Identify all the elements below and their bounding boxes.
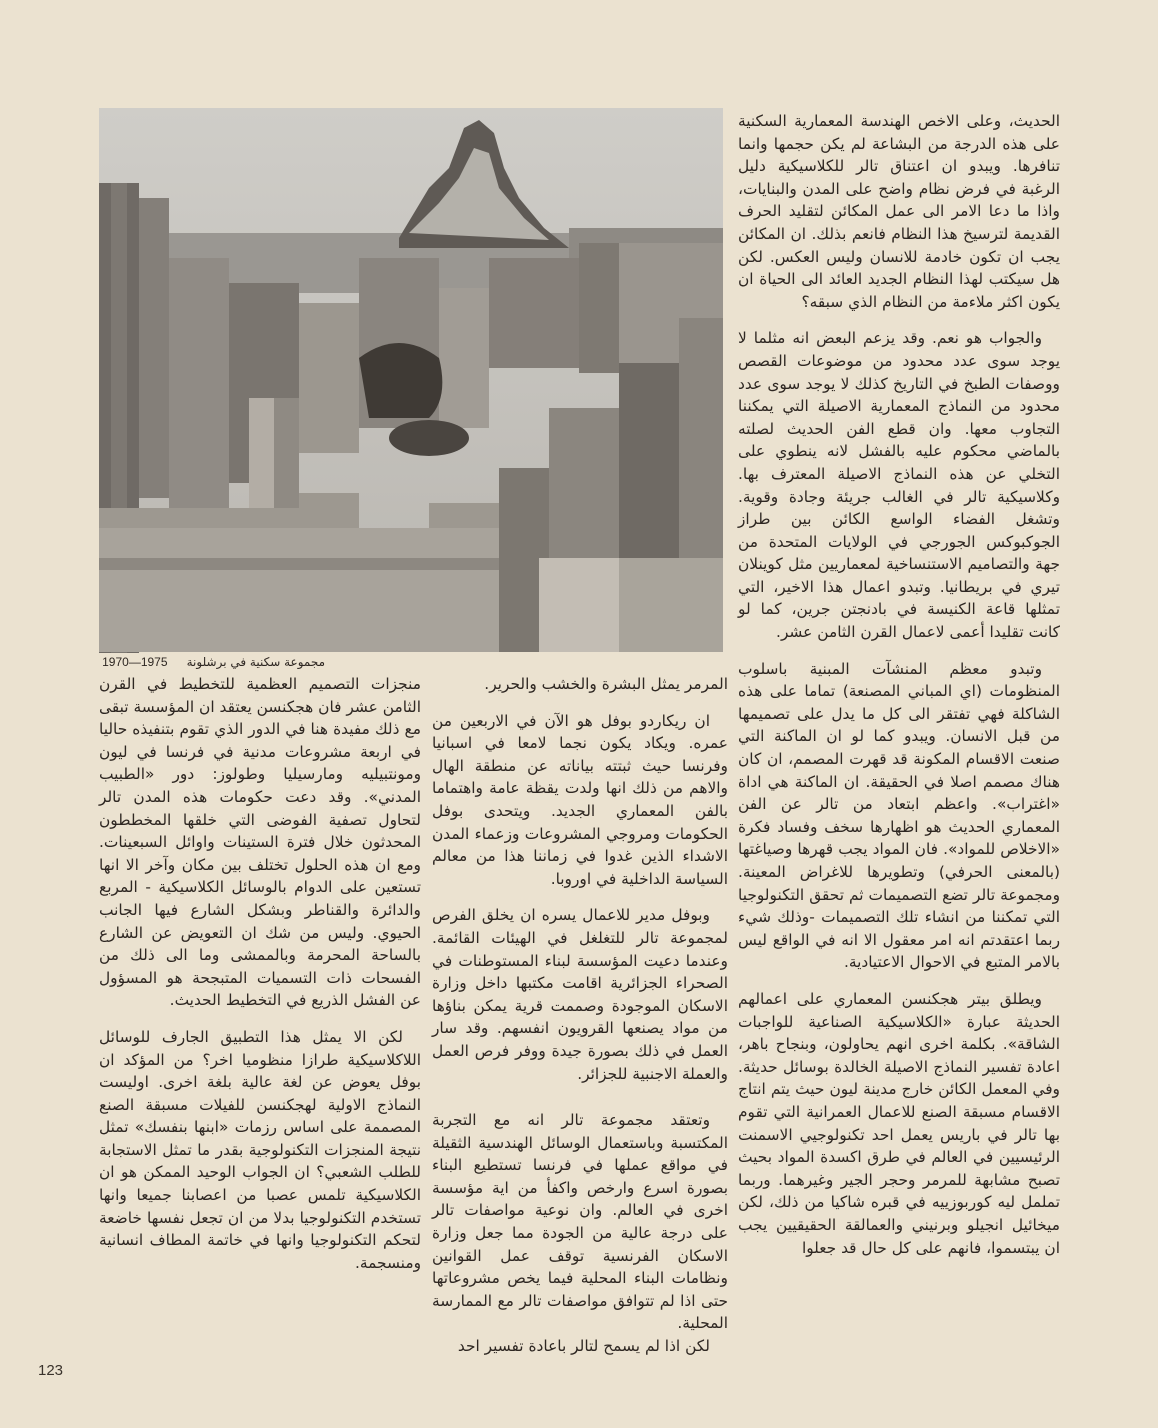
paragraph: المرمر يمثل البشرة والخشب والحرير. [484, 675, 728, 693]
paragraph: لكن اذا لم يسمح لتالر باعادة تفسير احد [457, 1337, 710, 1356]
paragraph: والجواب هو نعم. وقد يزعم البعض انه مثلما لا يوجد سوى عدد محدود من موضوعات القصص ووصفات الطبخ في التاريخ كذلك لا يوجد سوى عدد محدود من النماذج المعمارية الاصيلة التي يمكننا التجاوب معها. وان قطع الفن الحديث لصلته بالماضي محكوم عليه بالفشل لانه ينطوي على التخلي عن هذه النماذج الاصيلة المعترف بها. وكلاسيكية تالر في الغالب جريئة وجادة وقوية. وتشغل الفضاء الواسع الكائن بين طراز الجوكبوكس الجورجي في الولايات المتحدة من جهة والتصاميم الاستنساخية لمعماريين مثل كوينلان تيري في بريطانيا. وتبدو اعمال هذا الاخير، التي تمثلها قاعة الكنيسة في بادنجتن جرين، كما لو كانت تقليدا أعمى لاعمال القرن الثامن عشر. [738, 329, 1060, 642]
page-number: 123 [38, 1362, 64, 1379]
text-column-right [738, 110, 1060, 1315]
photo-barcelona-housing [99, 108, 723, 652]
paragraph: منجزات التصميم العظمية للتخطيط في القرن الثامن عشر فان هجكنسن يعتقد ان المؤسسة تبقى مع ذلك مفيدة هنا في الدور الذي تقوم بتنفيذه حاليا في اربعة مشروعات مدنية في فرنسا في ليون ومونتبيليه ومارسيليا وطولوز: دور «الطبيب المدني». وقد دعت حكومات هذه المدن تالر لتحاول تصفية الفوضى التي خلقها المخططون المحدثون خلال فترة الستينات واوائل السبعينات. ومع ان هذه الحلول تختلف بين مكان وآخر الا انها تستعين على الدوام بالوسائل الكلاسيكية - المربع والدائرة والقناطر وبشكل الشارع فيها الجانب الحيوي. وليس من شك ان التعويض عن الشارع بالساحة المحرمة وبالممشى وما الى ذلك من الفسحات ذات التسميات المتبجحة هو المسؤول عن الفشل الذريع في التخطيط الحديث. [99, 675, 421, 1010]
photo-caption [99, 655, 325, 673]
paragraph: وتعتقد مجموعة تالر انه مع التجربة المكتسبة وباستعمال الوسائل الهندسية الثقيلة في مواقع عملها في فرنسا تستطيع البناء بصورة اسرع وارخص واكفأ من اية مؤسسة اخرى في العالم. وان نوعية مواصفات تالر على درجة عالية من الجودة مما جعل وزارة الاسكان الفرنسية توقف عمل القوانين ونظامات البناء المحلية فيما يخص مشروعاتها حتى اذا لم تتوافق مواصفات تالر مع الممارسة المحلية. [432, 1111, 728, 1333]
paragraph: ان ريكاردو بوفل هو الآن في الاربعين من عمره. ويكاد يكون نجما لامعا في اسبانيا وفرنسا حيث ثبتته بياناته عن منطقة الهال والاهم من ذلك انها ولدت يقظة عامة واهتماما بالفن المعماري الجديد. ويتحدى بوفل الحكومات ومروجي المشروعات وزعماء المدن الاشداء الذين غدوا في زماننا هذا من معالم السياسة الداخلية في اوروبا. [432, 711, 728, 888]
caption-text: مجموعة سكنية في برشلونة [186, 655, 325, 669]
paragraph: الحديث، وعلى الاخص الهندسة المعمارية السكنية على هذه الدرجة من البشاعة لم يكن حجمها وانما تنافرها. ويبدو ان اعتناق تالر للكلاسيكية دليل الرغبة في فرض نظام واضح على المدن والبنايات، واذا ما دعا الامر الى عمل المكائن لتقليد الحرف القديمة لترسيخ هذا النظام فانعم بذلك. ان المكائن يجب ان تكون خادمة للانسان وليس العكس. لكن هل سيكتب لهذا النظام الجديد العائد الى الحياة ان يكون اكثر ملاءمة من النظام الذي سبقه؟ [738, 112, 1060, 311]
caption-dates: 1975—1970 [102, 655, 168, 669]
paragraph: ويطلق بيتر هجكنسن المعماري على اعمالهم الحديثة عبارة «الكلاسيكية الصناعية للواجبات الشاقة». بكلمة اخرى انهم يحاولون، وبنجاح باهر، اعادة تفسير النماذج الاصيلة الخالدة بوسائل حديثة. وفي المعمل الكائن خارج مدينة ليون حيث يتم انتاج الاقسام مسبقة الصنع للاعمال العمرانية التي تقوم بها تالر في باريس يعمل احد تكنولوجيي الاسمنت الرئيسيين في العالم في طرق اكسدة المواد بحيث تصبح مشابهة للمرمر وحجر الجير وغيرهما. وربما تململ ليه كوربوزييه في قبره شاكيا من ذلك، لكن ميخائيل انجيلو وبرنيني والعمالقة الحقيقيين يجب ان يبتسموا، فانهم على كل حال قد جعلوا [738, 989, 1060, 1257]
paragraph: وبوفل مدير للاعمال يسره ان يخلق الفرص لمجموعة تالر للتغلغل في الهيئات القائمة. وعندما دعيت المؤسسة لبناء المستوطنات في الصحراء الجزائرية اقامت مكتبها داخل وزارة الاسكان الموجودة وصممت قرية يمكن بناؤها من مواد يصنعها القرويون انفسهم. وقد سار العمل في ذلك بصورة جيدة ووفر فرص العمل والعملة الاجنبية للجزائر. [432, 906, 728, 1083]
paragraph: لكن الا يمثل هذا التطبيق الجارف للوسائل اللاكلاسيكية طرازا منظوميا اخر؟ من المؤكد ان بوفل يعوض عن لغة عالية بلغة اخرى. اوليست النماذج الاولية لهجكنسن للفيلات مسبقة الصنع المصممة على اساس رزمات «ابنها بنفسك» تمثل نتيجة المنجزات التكنولوجية بقدر ما تمثل الاستجابة للطلب الشعبي؟ ان الجواب الوحيد الممكن هو ان الكلاسيكية تلمس عصبا من اعصابنا جميعا وانها تستخدم التكنولوجيا بدلا من ان تجعل نفسها خاضعة لتحكم التكنولوجيا وانها في خاتمة المطاف انسانية ومنسجمة. [99, 1027, 421, 1272]
text-column-left [99, 673, 421, 1313]
paragraph: وتبدو معظم المنشآت المبنية باسلوب المنظومات (اي المباني المصنعة) تماما على هذه الشاكلة فهي تفتقر الى كل ما يدل على تصميمها من قبل الانسان. ويبدو كما لو ان الماكنة التي صنعت الاقسام المكونة قد قهرت المصمم، ان كان هناك مصمم اصلا في الحقيقة. ان الماكنة هي اداة «اغتراب». واعظم ابتعاد من تالر عن الفن المعماري الحديث هو اظهارها سخف وفساد فكرة «الاخلاص للمواد». فان المواد يجب قهرها وصياغتها (بالمعنى الحرفي) وتطويرها للاغراض المعينة. ومجموعة تالر تضع التصميمات ثم تحقق التكنولوجيا التي تمكننا من انشاء تلك التصميمات -وذلك شيء ربما اعتقدتم انه امر معقول الا انه في الواقع ليس بالامر المتبع في الاحوال الاعتيادية. [738, 659, 1060, 972]
text-column-middle [432, 673, 728, 1356]
